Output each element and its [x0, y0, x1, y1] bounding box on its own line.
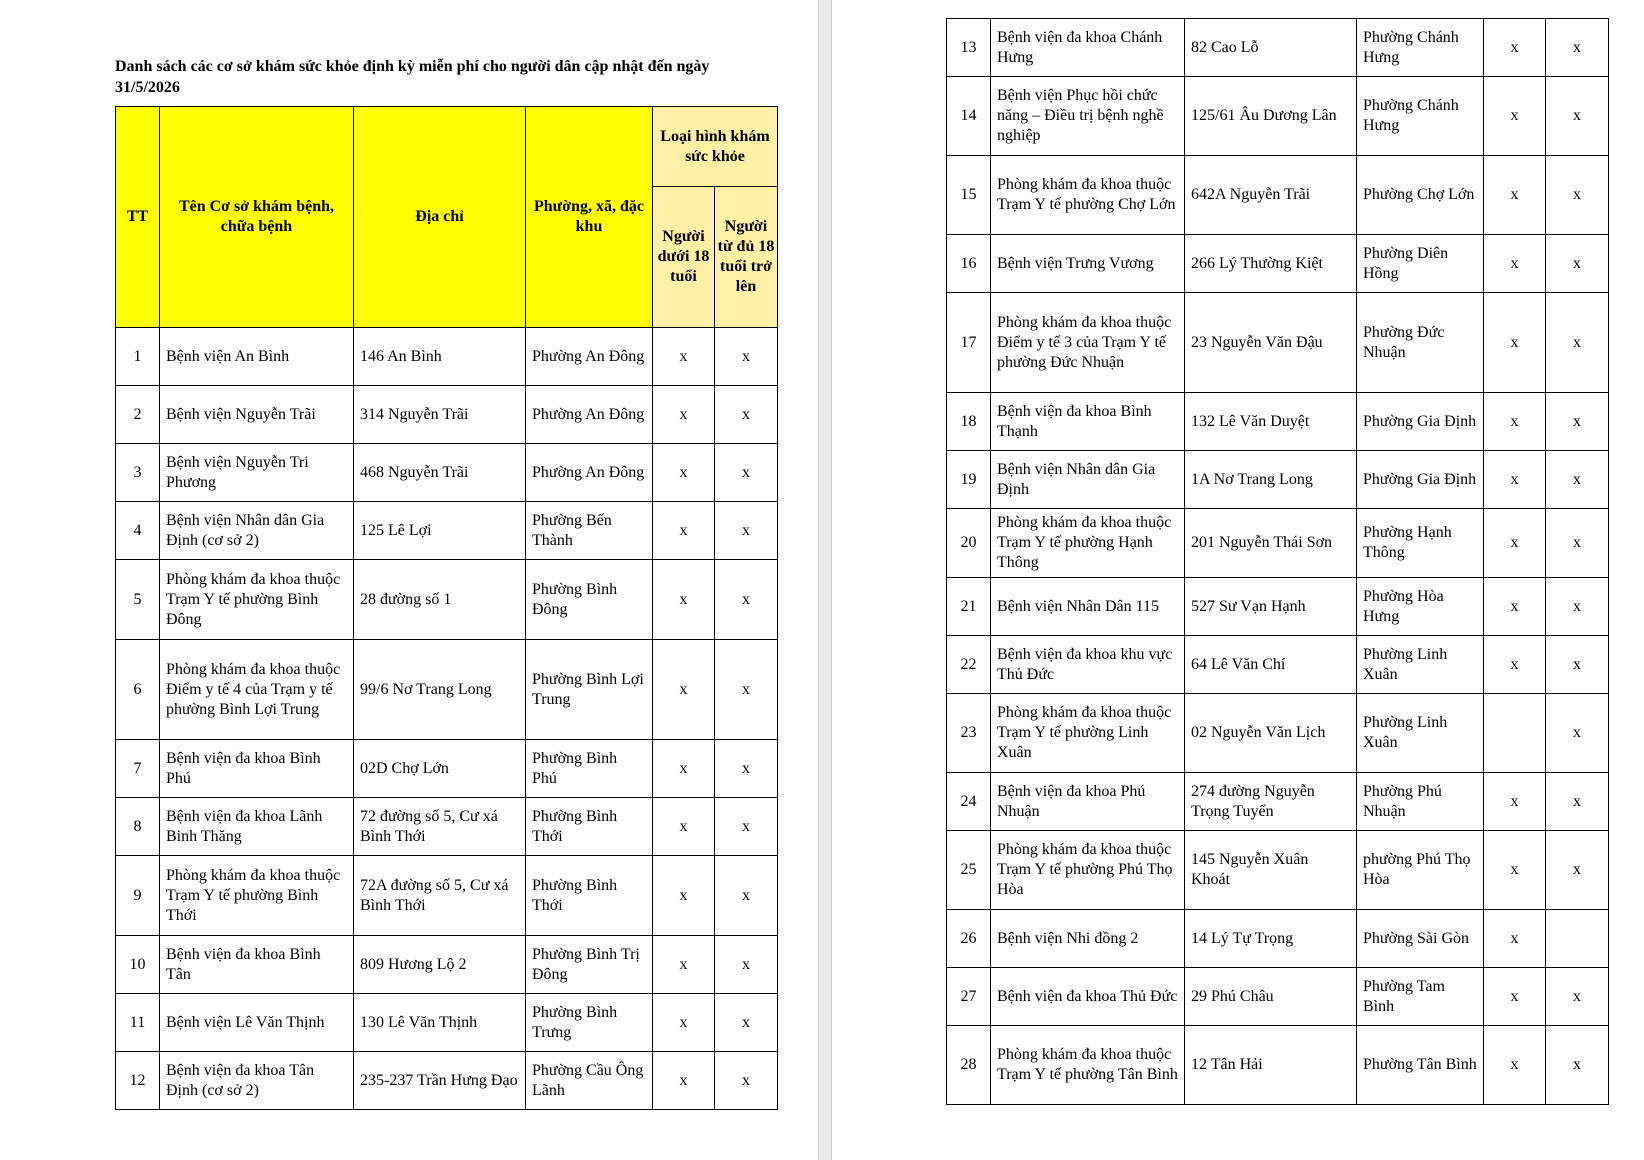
- row-number: 4: [116, 502, 160, 560]
- facility-address: 235-237 Trần Hưng Đạo: [354, 1052, 526, 1110]
- facility-name: Phòng khám đa khoa thuộc Trạm Y tế phường Tân Bình: [991, 1026, 1185, 1105]
- row-number: 18: [947, 393, 991, 451]
- adult-mark: x: [715, 798, 778, 856]
- under18-mark: x: [1484, 77, 1546, 156]
- facility-address: 72A đường số 5, Cư xá Bình Thới: [354, 856, 526, 936]
- under18-mark: x: [653, 560, 715, 640]
- facility-name: Bệnh viện Nhân Dân 115: [991, 578, 1185, 636]
- row-number: 13: [947, 19, 991, 77]
- under18-mark: x: [653, 386, 715, 444]
- adult-mark: x: [715, 444, 778, 502]
- document-title: Danh sách các cơ sở khám sức khỏe định kỳ miễn phí cho người dân cập nhật đến ngày 31/5/2026: [115, 58, 710, 96]
- table-row: [116, 560, 778, 640]
- adult-mark: x: [715, 1052, 778, 1110]
- table-row: [116, 936, 778, 994]
- under18-mark: x: [1484, 578, 1546, 636]
- adult-mark: x: [715, 386, 778, 444]
- row-number: 24: [947, 773, 991, 831]
- facility-address: 23 Nguyễn Văn Đậu: [1185, 293, 1357, 393]
- facility-name: Bệnh viện đa khoa Bình Tân: [160, 936, 354, 994]
- under18-mark: x: [653, 328, 715, 386]
- facility-ward: Phường Gia Định: [1357, 393, 1484, 451]
- facility-ward: Phường Hòa Hưng: [1357, 578, 1484, 636]
- facility-ward: Phường Hạnh Thông: [1357, 509, 1484, 578]
- under18-mark: x: [653, 1052, 715, 1110]
- facility-ward: Phường Chánh Hưng: [1357, 77, 1484, 156]
- under18-mark: x: [1484, 293, 1546, 393]
- facility-address: 1A Nơ Trang Long: [1185, 451, 1357, 509]
- table-row: [116, 328, 778, 386]
- facility-name: Bệnh viện Nhân dân Gia Định (cơ sở 2): [160, 502, 354, 560]
- facility-name: Bệnh viện đa khoa Lãnh Binh Thăng: [160, 798, 354, 856]
- adult-mark: x: [1546, 77, 1609, 156]
- under18-mark: x: [1484, 636, 1546, 694]
- header-tt: TT: [116, 107, 160, 328]
- facility-name: Bệnh viện Trưng Vương: [991, 235, 1185, 293]
- adult-mark: x: [715, 560, 778, 640]
- header-type: Loại hình khám sức khỏe: [653, 107, 778, 187]
- adult-mark: x: [1546, 393, 1609, 451]
- table-row: [947, 77, 1609, 156]
- facility-name: Bệnh viện đa khoa khu vực Thủ Đức: [991, 636, 1185, 694]
- under18-mark: x: [1484, 19, 1546, 77]
- table-row: [947, 773, 1609, 831]
- adult-mark: x: [715, 936, 778, 994]
- facility-name: Bệnh viện An Bình: [160, 328, 354, 386]
- adult-mark: x: [1546, 968, 1609, 1026]
- facility-ward: Phường Bình Thới: [526, 856, 653, 936]
- row-number: 12: [116, 1052, 160, 1110]
- facility-name: Bệnh viện Phục hồi chức năng – Điều trị bệnh nghề nghiệp: [991, 77, 1185, 156]
- page-divider: [818, 0, 832, 1160]
- facility-ward: Phường Bình Phú: [526, 740, 653, 798]
- under18-mark: x: [1484, 509, 1546, 578]
- table-row: [947, 235, 1609, 293]
- facility-name: Phòng khám đa khoa thuộc Trạm Y tế phường Bình Thới: [160, 856, 354, 936]
- facility-ward: Phường Linh Xuân: [1357, 636, 1484, 694]
- adult-mark: x: [1546, 235, 1609, 293]
- row-number: 8: [116, 798, 160, 856]
- facility-address: 809 Hương Lộ 2: [354, 936, 526, 994]
- facility-address: 527 Sư Vạn Hạnh: [1185, 578, 1357, 636]
- row-number: 5: [116, 560, 160, 640]
- facility-address: 314 Nguyễn Trãi: [354, 386, 526, 444]
- table-row: [116, 994, 778, 1052]
- facility-name: Phòng khám đa khoa thuộc Trạm Y tế phường Chợ Lớn: [991, 156, 1185, 235]
- under18-mark: x: [653, 640, 715, 740]
- facility-address: 72 đường số 5, Cư xá Bình Thới: [354, 798, 526, 856]
- table-row: [116, 856, 778, 936]
- facility-name: Phòng khám đa khoa thuộc Điểm y tế 3 của Trạm Y tế phường Đức Nhuận: [991, 293, 1185, 393]
- under18-mark: x: [1484, 235, 1546, 293]
- facility-ward: Phường Chợ Lớn: [1357, 156, 1484, 235]
- under18-mark: x: [1484, 156, 1546, 235]
- facility-ward: Phường Tam Bình: [1357, 968, 1484, 1026]
- adult-mark: x: [1546, 1026, 1609, 1105]
- adult-mark: x: [715, 994, 778, 1052]
- header-name: Tên Cơ sở khám bệnh, chữa bệnh: [160, 107, 354, 328]
- facility-name: Phòng khám đa khoa thuộc Trạm Y tế phường Hạnh Thông: [991, 509, 1185, 578]
- facility-address: 29 Phú Châu: [1185, 968, 1357, 1026]
- facility-ward: Phường An Đông: [526, 328, 653, 386]
- facility-ward: Phường Tân Bình: [1357, 1026, 1484, 1105]
- adult-mark: [1546, 910, 1609, 968]
- facility-address: 28 đường số 1: [354, 560, 526, 640]
- table-row: [947, 910, 1609, 968]
- facility-address: 125/61 Âu Dương Lân: [1185, 77, 1357, 156]
- facility-ward: Phường Bến Thành: [526, 502, 653, 560]
- facility-ward: Phường Chánh Hưng: [1357, 19, 1484, 77]
- row-number: 15: [947, 156, 991, 235]
- table-row: [947, 451, 1609, 509]
- under18-mark: x: [653, 994, 715, 1052]
- row-number: 11: [116, 994, 160, 1052]
- under18-mark: x: [1484, 451, 1546, 509]
- facility-name: Bệnh viện Nguyễn Trãi: [160, 386, 354, 444]
- table-row: [947, 156, 1609, 235]
- facility-ward: Phường Linh Xuân: [1357, 694, 1484, 773]
- header-ward: Phường, xã, đặc khu: [526, 107, 653, 328]
- under18-mark: x: [1484, 910, 1546, 968]
- under18-mark: [1484, 694, 1546, 773]
- row-number: 1: [116, 328, 160, 386]
- header-adult: Người từ đủ 18 tuổi trở lên: [715, 187, 778, 328]
- adult-mark: x: [1546, 578, 1609, 636]
- under18-mark: x: [1484, 968, 1546, 1026]
- facility-address: 64 Lê Văn Chí: [1185, 636, 1357, 694]
- under18-mark: x: [653, 798, 715, 856]
- facility-name: Bệnh viện đa khoa Phú Nhuận: [991, 773, 1185, 831]
- adult-mark: x: [1546, 19, 1609, 77]
- row-number: 9: [116, 856, 160, 936]
- row-number: 22: [947, 636, 991, 694]
- under18-mark: x: [653, 936, 715, 994]
- facility-address: 14 Lý Tự Trọng: [1185, 910, 1357, 968]
- facility-address: 125 Lê Lợi: [354, 502, 526, 560]
- facility-address: 12 Tân Hải: [1185, 1026, 1357, 1105]
- under18-mark: x: [653, 502, 715, 560]
- table-row: [947, 694, 1609, 773]
- adult-mark: x: [715, 856, 778, 936]
- row-number: 14: [947, 77, 991, 156]
- facility-address: 146 An Bình: [354, 328, 526, 386]
- table-row: [116, 444, 778, 502]
- adult-mark: x: [1546, 293, 1609, 393]
- table-row: [116, 1052, 778, 1110]
- table-row: [947, 968, 1609, 1026]
- facility-table-right: [946, 18, 1609, 1105]
- table-row: [947, 831, 1609, 910]
- table-row: [947, 578, 1609, 636]
- adult-mark: x: [715, 640, 778, 740]
- facility-name: Bệnh viện đa khoa Chánh Hưng: [991, 19, 1185, 77]
- facility-ward: Phường Bình Trưng: [526, 994, 653, 1052]
- table-row: [947, 293, 1609, 393]
- facility-ward: phường Phú Thọ Hòa: [1357, 831, 1484, 910]
- row-number: 25: [947, 831, 991, 910]
- facility-name: Phòng khám đa khoa thuộc Điểm y tế 4 của Trạm y tế phường Bình Lợi Trung: [160, 640, 354, 740]
- facility-name: Bệnh viện Nhân dân Gia Định: [991, 451, 1185, 509]
- facility-name: Bệnh viện đa khoa Bình Thạnh: [991, 393, 1185, 451]
- facility-ward: Phường Bình Đông: [526, 560, 653, 640]
- table-row: [947, 509, 1609, 578]
- row-number: 19: [947, 451, 991, 509]
- under18-mark: x: [1484, 773, 1546, 831]
- facility-ward: Phường Sài Gòn: [1357, 910, 1484, 968]
- adult-mark: x: [1546, 636, 1609, 694]
- facility-name: Bệnh viện đa khoa Tân Định (cơ sở 2): [160, 1052, 354, 1110]
- adult-mark: x: [1546, 773, 1609, 831]
- under18-mark: x: [1484, 831, 1546, 910]
- facility-address: 02D Chợ Lớn: [354, 740, 526, 798]
- table-row: [116, 502, 778, 560]
- row-number: 27: [947, 968, 991, 1026]
- row-number: 16: [947, 235, 991, 293]
- adult-mark: x: [1546, 831, 1609, 910]
- facility-name: Phòng khám đa khoa thuộc Trạm Y tế phường Bình Đông: [160, 560, 354, 640]
- table-row: [947, 1026, 1609, 1105]
- under18-mark: x: [653, 856, 715, 936]
- facility-address: 82 Cao Lỗ: [1185, 19, 1357, 77]
- facility-name: Bệnh viện Nhi đồng 2: [991, 910, 1185, 968]
- facility-address: 99/6 Nơ Trang Long: [354, 640, 526, 740]
- facility-ward: Phường Cầu Ông Lãnh: [526, 1052, 653, 1110]
- row-number: 2: [116, 386, 160, 444]
- facility-address: 266 Lý Thường Kiệt: [1185, 235, 1357, 293]
- facility-name: Phòng khám đa khoa thuộc Trạm Y tế phường Phú Thọ Hòa: [991, 831, 1185, 910]
- table-row: [116, 640, 778, 740]
- facility-name: Bệnh viện Nguyễn Tri Phương: [160, 444, 354, 502]
- facility-address: 132 Lê Văn Duyệt: [1185, 393, 1357, 451]
- under18-mark: x: [653, 444, 715, 502]
- row-number: 26: [947, 910, 991, 968]
- table-row: [116, 386, 778, 444]
- under18-mark: x: [1484, 1026, 1546, 1105]
- row-number: 7: [116, 740, 160, 798]
- table-row: [116, 798, 778, 856]
- adult-mark: x: [1546, 156, 1609, 235]
- adult-mark: x: [715, 502, 778, 560]
- under18-mark: x: [653, 740, 715, 798]
- adult-mark: x: [1546, 451, 1609, 509]
- row-number: 17: [947, 293, 991, 393]
- adult-mark: x: [715, 328, 778, 386]
- facility-ward: Phường Diên Hồng: [1357, 235, 1484, 293]
- facility-ward: Phường Đức Nhuận: [1357, 293, 1484, 393]
- table-row: [116, 740, 778, 798]
- under18-mark: x: [1484, 393, 1546, 451]
- facility-ward: Phường Bình Trị Đông: [526, 936, 653, 994]
- facility-ward: Phường Bình Lợi Trung: [526, 640, 653, 740]
- facility-ward: Phường Bình Thới: [526, 798, 653, 856]
- facility-ward: Phường An Đông: [526, 386, 653, 444]
- facility-name: Bệnh viện Lê Văn Thịnh: [160, 994, 354, 1052]
- header-under18: Người dưới 18 tuổi: [653, 187, 715, 328]
- table-row: [947, 393, 1609, 451]
- facility-address: 201 Nguyễn Thái Sơn: [1185, 509, 1357, 578]
- adult-mark: x: [1546, 694, 1609, 773]
- facility-table-left: [115, 106, 778, 1110]
- facility-address: 02 Nguyễn Văn Lịch: [1185, 694, 1357, 773]
- row-number: 10: [116, 936, 160, 994]
- header-address: Địa chỉ: [354, 107, 526, 328]
- row-number: 20: [947, 509, 991, 578]
- row-number: 3: [116, 444, 160, 502]
- facility-ward: Phường Gia Định: [1357, 451, 1484, 509]
- facility-name: Phòng khám đa khoa thuộc Trạm Y tế phường Linh Xuân: [991, 694, 1185, 773]
- facility-ward: Phường Phú Nhuận: [1357, 773, 1484, 831]
- row-number: 21: [947, 578, 991, 636]
- row-number: 6: [116, 640, 160, 740]
- facility-address: 274 đường Nguyễn Trọng Tuyển: [1185, 773, 1357, 831]
- facility-address: 642A Nguyễn Trãi: [1185, 156, 1357, 235]
- facility-address: 130 Lê Văn Thịnh: [354, 994, 526, 1052]
- row-number: 23: [947, 694, 991, 773]
- table-row: [947, 19, 1609, 77]
- facility-name: Bệnh viện đa khoa Thủ Đức: [991, 968, 1185, 1026]
- facility-address: 145 Nguyễn Xuân Khoát: [1185, 831, 1357, 910]
- facility-ward: Phường An Đông: [526, 444, 653, 502]
- facility-name: Bệnh viện đa khoa Bình Phú: [160, 740, 354, 798]
- facility-address: 468 Nguyễn Trãi: [354, 444, 526, 502]
- adult-mark: x: [715, 740, 778, 798]
- table-row: [947, 636, 1609, 694]
- row-number: 28: [947, 1026, 991, 1105]
- adult-mark: x: [1546, 509, 1609, 578]
